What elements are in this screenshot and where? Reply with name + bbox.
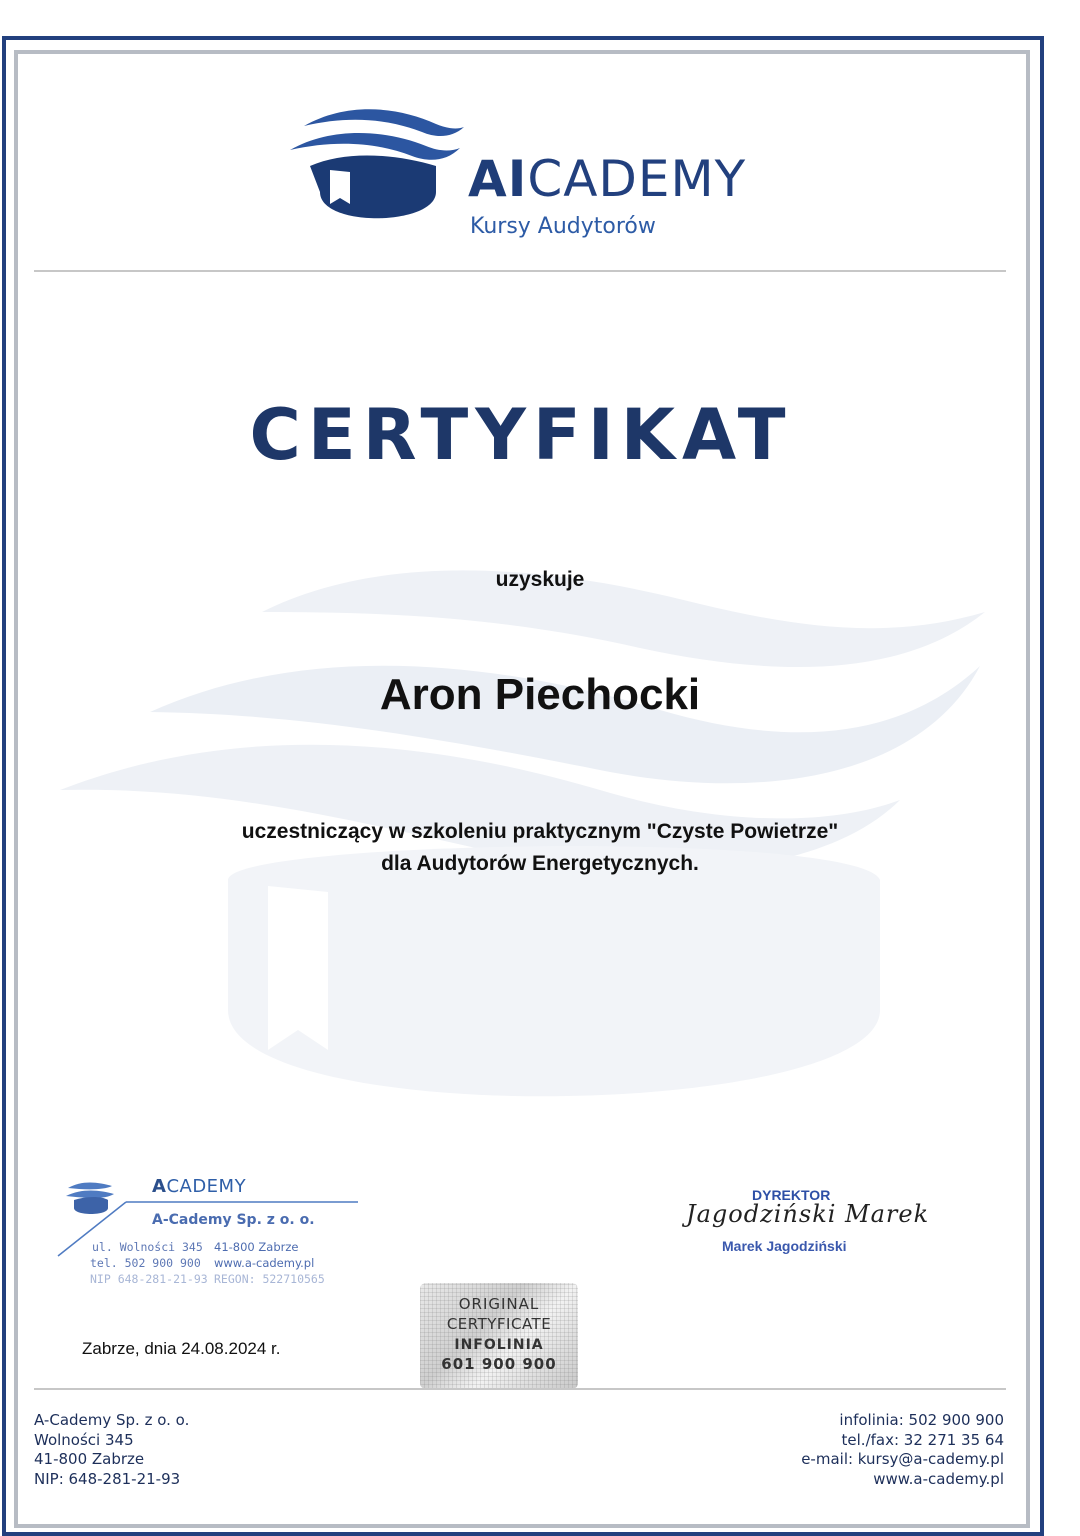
- hologram-line-2: CERTYFICATE: [446, 1315, 552, 1333]
- brand-subtitle: Kursy Audytorów: [470, 214, 656, 239]
- academy-cap-logo-icon: [286, 100, 466, 230]
- signatory-title: DYREKTOR: [752, 1187, 831, 1203]
- company-stamp: [56, 1174, 376, 1294]
- hologram-line-1: ORIGINAL: [458, 1295, 540, 1313]
- description-line-2: dla Audytorów Energetycznych.: [381, 852, 699, 875]
- hologram-line-4: 601 900 900: [441, 1355, 557, 1373]
- stamp-regon: REGON: 522710565: [214, 1272, 325, 1286]
- signatory-name: Marek Jagodziński: [722, 1238, 847, 1254]
- intro-text: uzyskuje: [495, 568, 585, 591]
- footer-left: [34, 1411, 189, 1489]
- description-line-1: uczestniczący w szkoleniu praktycznym "Czyste Powietrze": [241, 820, 839, 843]
- brand-letter-a: A: [468, 150, 508, 208]
- hologram-line-3: INFOLINIA: [454, 1337, 544, 1353]
- footer-website[interactable]: www.a-cademy.pl: [873, 1469, 1004, 1488]
- footer-city: 41-800 Zabrze: [34, 1450, 145, 1468]
- stamp-brand: ACADEMY: [152, 1176, 247, 1197]
- footer-company: A-Cademy Sp. z o. o.: [34, 1411, 190, 1429]
- stamp-street: ul. Wolności 345: [92, 1240, 203, 1254]
- recipient-name: Aron Piechocki: [379, 670, 701, 719]
- brand-letter-i: I: [507, 150, 528, 208]
- footer-email[interactable]: e-mail: kursy@a-cademy.pl: [801, 1450, 1004, 1468]
- footer-nip: NIP: 648-281-21-93: [34, 1469, 181, 1488]
- footer-right: [801, 1411, 1004, 1489]
- stamp-company: A-Cademy Sp. z o. o.: [152, 1212, 315, 1228]
- hologram-seal: [420, 1283, 578, 1389]
- footer-street: Wolności 345: [34, 1430, 134, 1449]
- header-divider: [34, 270, 1006, 272]
- footer-fax: tel./fax: 32 271 35 64: [841, 1430, 1004, 1449]
- place-date: Zabrze, dnia 24.08.2024 r.: [82, 1339, 281, 1358]
- brand-wordmark: [468, 150, 746, 208]
- footer-hotline: infolinia: 502 900 900: [839, 1411, 1004, 1429]
- handwritten-signature: Jagodziński Marek: [686, 1200, 930, 1228]
- stamp-city: 41-800 Zabrze: [214, 1240, 299, 1254]
- footer-divider: [34, 1388, 1006, 1390]
- certificate-title: CERTYFIKAT: [249, 394, 793, 476]
- stamp-www: www.a-cademy.pl: [214, 1256, 315, 1270]
- stamp-nip: NIP 648-281-21-93: [90, 1272, 208, 1286]
- brand-rest: CADEMY: [527, 150, 747, 208]
- stamp-phone: tel. 502 900 900: [90, 1256, 201, 1270]
